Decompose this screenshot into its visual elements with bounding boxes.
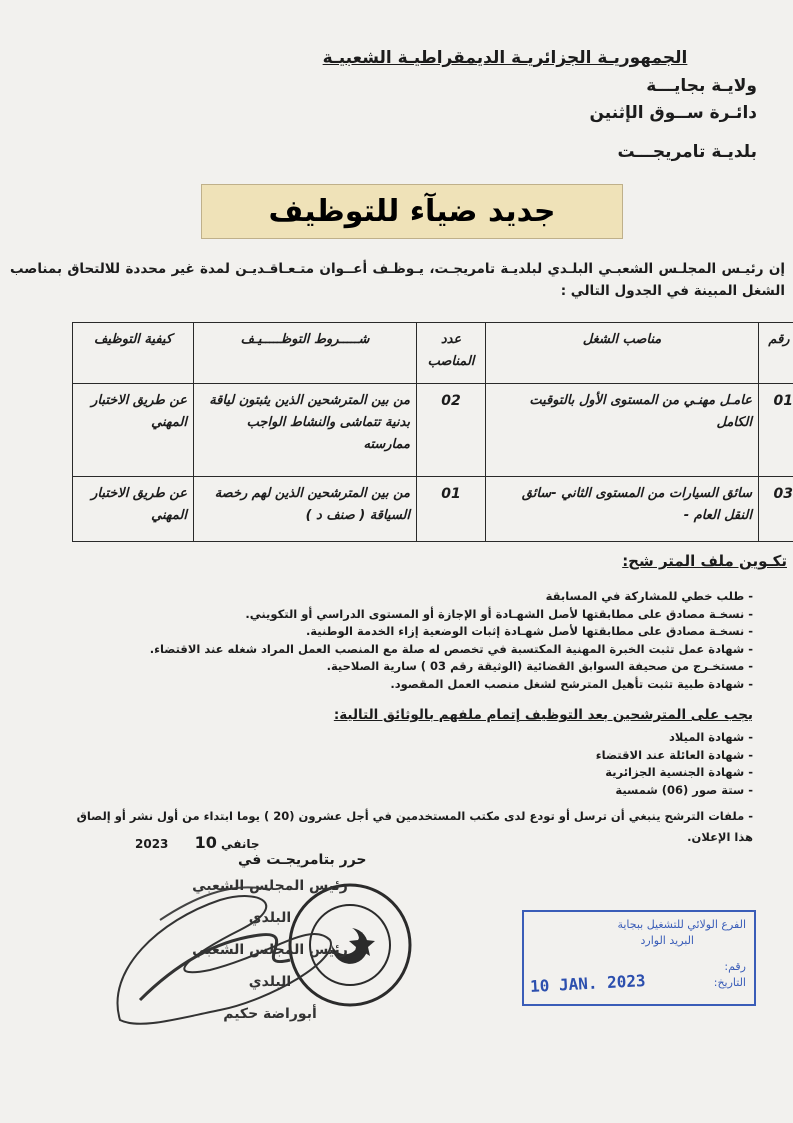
col-count-header: عدد المناصب xyxy=(417,323,486,384)
list-item: - مستخـرج من صحيفة السوابق القضائية (الوثيقة رقم 03 ) سارية الصلاحية. xyxy=(150,658,753,676)
table-row xyxy=(73,477,793,542)
reception-stamp xyxy=(522,910,756,1006)
job-post: سائق السيارات من المستوى الثاني -سائق النقل العام - xyxy=(486,477,759,542)
list-item: - شهادة الميلاد xyxy=(596,729,753,747)
job-conditions: من بين المترشحين الذين يثبتون لياقة بدنية تتماشى والنشاط الواجب ممارسته xyxy=(194,384,417,477)
list-item: - نسخـة مصادق على مطابقتها لأصل شهـادة إثبات الوضعية إزاء الخدمة الوطنية. xyxy=(150,623,753,641)
list-item: - شهادة طبية تثبت تأهيل المترشح لشغل منصب العمل المقصود. xyxy=(150,676,753,694)
stamp-number-label: رقم: xyxy=(724,960,746,973)
job-conditions: من بين المترشحين الذين لهم رخصة السياقة ( صنف د ) xyxy=(194,477,417,542)
list-item: - ستة صور (06) شمسية xyxy=(596,782,753,800)
col-number-header: رقم xyxy=(759,323,793,384)
daira-name: دائـرة ســوق الإثنين xyxy=(589,103,757,123)
table-header-row xyxy=(73,323,793,384)
job-post: عامـل مهنـي من المستوى الأول بالتوقيت الكامل xyxy=(486,384,759,477)
job-count: 02 xyxy=(417,384,486,477)
list-item: - نسخـة مصادق على مطابقتها لأصل الشهـادة أو الإجازة أو المستوى الدراسي أو التكويني. xyxy=(150,606,753,624)
col-method-header: كيفية التوظيف xyxy=(73,323,194,384)
file-composition-title: تكـوين ملف المتر شح: xyxy=(622,552,787,570)
post-hiring-title: يجب على المترشحين بعد التوظيف إتمام ملفهم بالوثائق التالية: xyxy=(333,707,753,723)
stamp-date: 10 JAN. 2023 xyxy=(529,970,647,997)
jobs-table xyxy=(72,322,793,542)
list-item: - شهادة العائلة عند الاقتضاء xyxy=(596,747,753,765)
stamp-subtitle: البريد الوارد xyxy=(640,934,694,947)
list-item: - شهادة عمل تثبت الخبرة المهنية المكتسبة في تخصص له صلة مع المنصب العمل المراد شغله عند الاقتضاء. xyxy=(150,641,753,659)
col-post-header: مناصب الشغل xyxy=(486,323,759,384)
job-method: عن طريق الاختبار المهني xyxy=(73,477,194,542)
date-year: 2023 xyxy=(135,837,169,851)
wilaya-name: ولايـة بجايـــة xyxy=(646,76,757,96)
stamp-title: الفرع الولائي للتشغيل ببجاية xyxy=(617,918,746,931)
job-count: 01 xyxy=(417,477,486,542)
col-conditions-header: شـــــروط التوظـــــيـف xyxy=(194,323,417,384)
stamp-date-label: التاريخ: xyxy=(713,976,746,989)
date-day: 10 xyxy=(194,833,217,852)
job-method: عن طريق الاختبار المهني xyxy=(73,384,194,477)
list-item: - طلب خطي للمشاركة في المسابقة xyxy=(150,588,753,606)
signatory-title-stamp: رئيس المجلس الشعبي البلدي xyxy=(192,942,348,990)
post-hiring-documents-list xyxy=(596,729,753,799)
signature-block xyxy=(180,870,360,1030)
signatory-name: أبوراضة حكيم xyxy=(223,1006,317,1022)
country-name: الجمهوريـة الجزائريـة الديمقراطيـة الشعبيـة xyxy=(322,48,688,68)
signatory-title: رئيس المجلس الشعبي البلدي xyxy=(192,878,348,926)
deadline-note: - ملفات الترشح ينبغي أن ترسل أو تودع لدى مكتب المستخدمين في أجل عشرون (20 ) يوما ابتداء من أول نشر أو إلصاق هذا الإعلان. xyxy=(63,806,753,848)
signature-date xyxy=(135,833,259,852)
required-documents-list xyxy=(150,588,753,693)
job-number: 03 xyxy=(759,477,793,542)
date-month: جانفي xyxy=(221,837,260,851)
announcement-banner: جديد ضيآء للتوظيف xyxy=(201,184,623,239)
job-number: 01 xyxy=(759,384,793,477)
made-in-line: حرر بتامريجـت في xyxy=(238,852,367,868)
commune-name: بلديـة تامريجـــت xyxy=(617,142,757,162)
list-item: - شهادة الجنسية الجزائرية xyxy=(596,764,753,782)
intro-paragraph: إن رئيـس المجلـس الشعبـي البلـدي لبلديـة تامريجـت، يـوظـف أعــوان متـعـاقـديـن لمدة غير محددة للالتحاق بمناصب الشغل المبينة في الجدول التالي : xyxy=(10,261,785,299)
table-row xyxy=(73,384,793,477)
